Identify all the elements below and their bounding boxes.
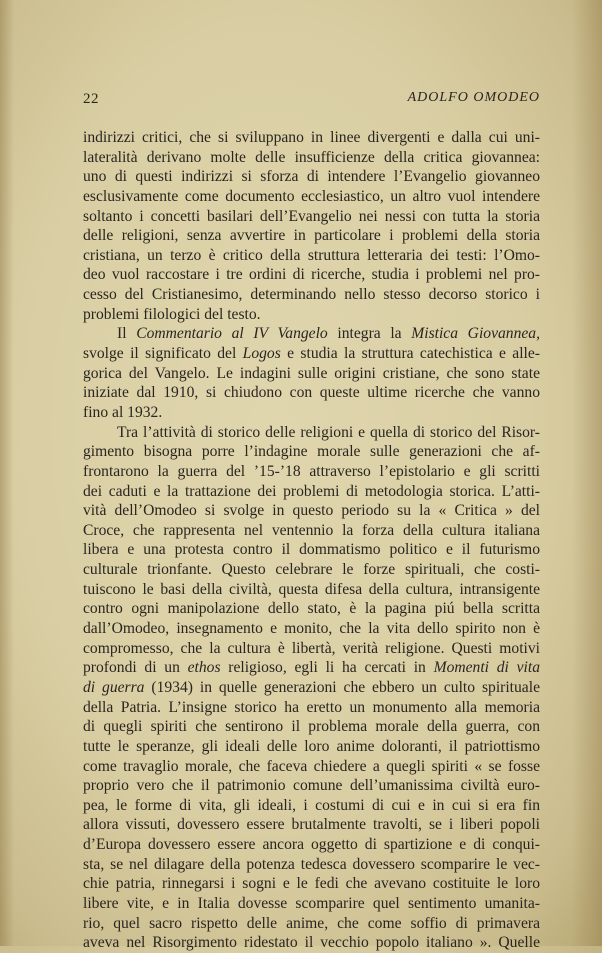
text-segment: libera e una protesta contro il dommatismo politico e il futurismo xyxy=(83,541,540,559)
text-segment: vità dell’Omodeo si svolge in questo periodo su la « Critica » del xyxy=(83,502,540,520)
text-line xyxy=(83,835,540,855)
text-segment: lateralità derivano molte delle insufficienze della critica giovannea: xyxy=(83,148,540,166)
text-segment: proprio vero che il patrimonio comune dell’umanissima civiltà euro- xyxy=(83,777,540,795)
text-line xyxy=(83,501,540,521)
text-line xyxy=(83,167,540,187)
text-segment: d’Europa dovessero essere ancora oggetto di spartizione e di conqui- xyxy=(83,836,540,854)
text-segment: profondi di un xyxy=(83,659,188,677)
text-line xyxy=(83,639,540,659)
text-segment: fino al 1932. xyxy=(83,403,163,421)
text-segment: gorica del Vangelo. Le indagini sulle origini cristiane, che sono state xyxy=(83,364,540,382)
text-segment: sta, se nel dilagare della potenza tedesca dovessero scomparire le vec- xyxy=(83,855,540,873)
text-segment: iniziate dal 1910, si chiudono con queste ultime ricerche che vanno xyxy=(83,384,540,402)
text-segment: aveva nel Risorgimento ridestato il vecchio popolo italiano ». Quelle xyxy=(83,934,540,952)
text-line xyxy=(83,737,540,757)
text-line xyxy=(83,580,540,600)
text-segment: culturale trionfante. Questo celebrare le forze spirituali, che costi- xyxy=(83,561,540,579)
text-line xyxy=(83,226,540,246)
page-number: 22 xyxy=(83,91,99,107)
text-segment: tuiscono le basi della civiltà, questa difesa della cultura, intransigente xyxy=(83,580,540,598)
text-line xyxy=(83,776,540,796)
text-segment: rio, quel sacro rispetto delle anime, che come soffio di primavera xyxy=(83,914,540,932)
text-segment: esclusivamente come documento ecclesiastico, un altro vuol intendere xyxy=(83,187,540,205)
text-line xyxy=(83,462,540,482)
page-edge-shadow-left xyxy=(0,0,14,946)
text-line xyxy=(83,324,540,344)
italic-title-text: Momenti di vita xyxy=(433,659,540,677)
text-line xyxy=(83,187,540,207)
text-segment: cesso del Cristianesimo, determinando nello stesso decorso storico i xyxy=(83,286,540,304)
text-segment: cristiana, un terzo è critico della struttura letteraria dei testi: l’Omo- xyxy=(83,246,540,264)
text-segment: dei caduti e la trattazione dei problemi di metodologia storica. L’atti- xyxy=(83,482,540,500)
italic-title-text: Mistica Giovannea, xyxy=(411,325,540,343)
text-line xyxy=(83,442,540,462)
text-segment: soltanto i concetti basilari dell’Evangelio nei nessi con tutta la storia xyxy=(83,207,540,225)
text-segment: allora vissuti, dovessero essere brutalmente travolti, se i liberi popoli xyxy=(83,816,540,834)
text-line xyxy=(83,894,540,914)
text-line xyxy=(83,148,540,168)
italic-title-text: di guerra xyxy=(83,678,145,696)
text-line xyxy=(83,344,540,364)
italic-title-text: Commentario al IV Vangelo xyxy=(136,325,328,343)
text-line xyxy=(83,757,540,777)
text-segment: indirizzi critici, che si sviluppano in linee divergenti e dalla cui uni- xyxy=(83,129,540,146)
text-segment: chie patria, rinnegarsi i sogni e le fedi che avevano costituite le loro xyxy=(83,875,540,893)
page-edge-shadow-right xyxy=(572,0,602,946)
text-segment: della Patria. L’insigne storico ha eretto un monumento alla memoria xyxy=(83,698,540,716)
text-segment: integra la xyxy=(327,325,412,343)
text-line xyxy=(83,285,540,305)
text-line xyxy=(83,305,540,325)
text-line xyxy=(83,265,540,285)
text-segment: contro ogni manipolazione dello stato, è la pagina piú bella scritta xyxy=(83,600,540,618)
text-segment: e studia la struttura catechistica e alle- xyxy=(280,345,540,363)
text-segment: tutte le speranze, gli ideali delle loro anime doloranti, il patriottismo xyxy=(83,737,540,755)
text-segment: come travaglio morale, che faceva chiedere a quegli spiriti « se fosse xyxy=(83,757,540,775)
text-line xyxy=(83,796,540,816)
text-segment: libere vite, e in Italia dovesse scomparire quel sentimento umanita- xyxy=(83,894,540,912)
text-segment: delle religioni, senza avvertire in particolare i problemi della storia xyxy=(83,227,540,245)
italic-title-text: Logos xyxy=(242,345,281,363)
text-line xyxy=(83,540,540,560)
text-line xyxy=(83,128,540,148)
text-segment: Croce, che rappresenta nel ventennio la forza della cultura italiana xyxy=(83,521,540,539)
text-segment: problemi filologici del testo. xyxy=(83,305,261,323)
text-segment: pea, le forme di vita, gli ideali, i costumi di cui e in cui si era fin xyxy=(83,796,540,814)
text-segment: compromesso, che la cultura è libertà, verità religione. Questi motivi xyxy=(83,639,540,657)
text-segment: (1934) in quelle generazioni che ebbero un culto spirituale xyxy=(144,678,540,696)
text-line xyxy=(83,933,540,953)
text-line xyxy=(83,246,540,266)
text-line xyxy=(83,207,540,227)
italic-title-text: ethos xyxy=(187,659,221,677)
text-line xyxy=(83,403,540,423)
text-line xyxy=(83,482,540,502)
text-line xyxy=(83,599,540,619)
text-line xyxy=(83,423,540,443)
text-line xyxy=(83,698,540,718)
text-line xyxy=(83,815,540,835)
running-head: ADOLFO OMODEO xyxy=(407,90,540,105)
text-segment: gimento bisogna porre l’indagine morale sulle generazioni che af- xyxy=(83,443,540,461)
text-line xyxy=(83,619,540,639)
text-segment: frontarono la guerra del ’15-’18 attraverso l’epistolario e gli scritti xyxy=(83,462,540,480)
text-line xyxy=(83,364,540,384)
text-line xyxy=(83,717,540,737)
text-segment: Tra l’attività di storico delle religioni e quella di storico del Risor- xyxy=(117,423,540,441)
text-segment: religioso, egli li ha cercati in xyxy=(220,659,434,677)
text-line xyxy=(83,874,540,894)
body-text xyxy=(83,128,540,953)
text-segment: uno di questi indirizzi si sforza di intendere l’Evangelio giovanneo xyxy=(83,168,540,186)
text-line xyxy=(83,521,540,541)
text-line xyxy=(83,560,540,580)
text-line xyxy=(83,658,540,678)
text-segment: dall’Omodeo, insegnamento e monito, che la vita dello spirito non è xyxy=(83,620,540,638)
text-segment: di quegli spiriti che sentirono il problema morale della guerra, con xyxy=(83,718,540,736)
text-segment: Il xyxy=(117,325,137,343)
text-line xyxy=(83,914,540,934)
text-line xyxy=(83,678,540,698)
text-line xyxy=(83,383,540,403)
text-line xyxy=(83,855,540,875)
text-segment: svolge il significato del xyxy=(83,345,243,363)
text-segment: deo vuol raccostare i tre ordini di ricerche, studia i problemi nel pro- xyxy=(83,266,540,284)
